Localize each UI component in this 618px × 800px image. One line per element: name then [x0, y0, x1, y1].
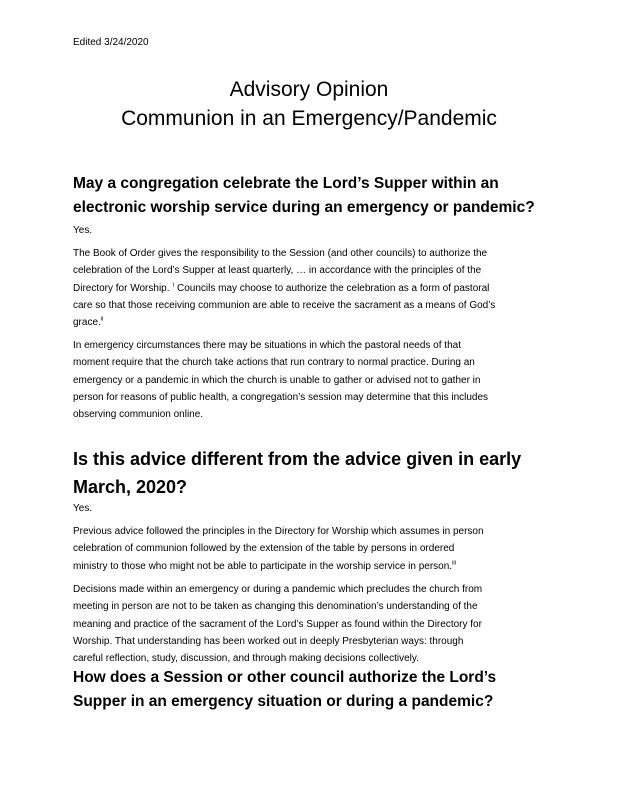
- paragraph-emergency-circumstances: [73, 337, 548, 423]
- paragraph-line: The Book of Order gives the responsibility to the Session (and other councils) to authorize the: [73, 248, 488, 259]
- paragraph-line: celebration of the Lord’s Supper at least quarterly, … in accordance with the principles of the: [73, 265, 482, 277]
- paragraph-text: Councils may choose to authorize the celebration as a form of pastoral: [174, 282, 490, 294]
- document-title-line2: Communion in an Emergency/Pandemic: [121, 107, 497, 130]
- paragraph-text: Directory for Worship.: [73, 282, 170, 294]
- answer-1: Yes.: [73, 225, 93, 236]
- paragraph-line: In emergency circumstances there may be situations in which the pastoral needs of that: [73, 340, 461, 351]
- paragraph-line: Worship. That understanding has been worked out in deeply Presbyterian ways: through: [73, 635, 464, 647]
- paragraph-line: meeting in person are not to be taken as changing this denomination’s understanding of the: [73, 601, 478, 613]
- endnote-marker-ii[interactable]: ii: [100, 316, 104, 323]
- paragraph-line: emergency or a pandemic in which the church is unable to gather or advised not to gather in: [73, 374, 481, 386]
- paragraph-line: careful reflection, study, discussion, and through making decisions collectively.: [73, 653, 419, 665]
- paragraph-line: meaning and practice of the sacrament of the Lord’s Supper as found within the Directory for: [73, 618, 482, 630]
- question-heading-1: May a congregation celebrate the Lord’s Supper within an electronic worship service during an emergency or pandemic?: [73, 175, 535, 216]
- paragraph-line: celebration of communion followed by the extension of the table by persons in ordered: [73, 543, 455, 555]
- paragraph-text: ministry to those who might not be able to participate in the worship service in person.: [73, 560, 453, 572]
- paragraph-line: Previous advice followed the principles in the Directory for Worship which assumes in person: [73, 526, 484, 537]
- question-heading-2: Is this advice different from the advice given in early March, 2020?: [73, 449, 522, 497]
- paragraph-line: Decisions made within an emergency or during a pandemic which precludes the church from: [73, 584, 483, 595]
- paragraph-decisions: [73, 581, 548, 667]
- paragraph-line: person for reasons of public health, a congregation’s session may determine that this includes: [73, 391, 489, 403]
- paragraph-line: moment require that the church take actions that run contrary to normal practice. During an: [73, 357, 475, 369]
- paragraph-line: care so that those receiving communion are able to receive the sacrament as a means of God’s: [73, 299, 496, 311]
- endnote-marker-iii[interactable]: iii: [452, 560, 457, 567]
- paragraph-book-of-order: [73, 245, 548, 331]
- question-heading-3: How does a Session or other council authorize the Lord’s Supper in an emergency situation or during a pandemic?: [73, 669, 497, 710]
- paragraph-text: grace.: [73, 317, 101, 329]
- document-title-line1: Advisory Opinion: [229, 78, 389, 101]
- paragraph-line: [73, 280, 548, 297]
- paragraph-previous-advice: [73, 523, 548, 575]
- paragraph-line: observing communion online.: [73, 409, 204, 421]
- endnote-marker-i[interactable]: i: [172, 282, 175, 289]
- edited-date: Edited 3/24/2020: [73, 37, 149, 48]
- paragraph-line: [73, 314, 548, 331]
- answer-2: Yes.: [73, 503, 93, 514]
- paragraph-line: [73, 558, 548, 575]
